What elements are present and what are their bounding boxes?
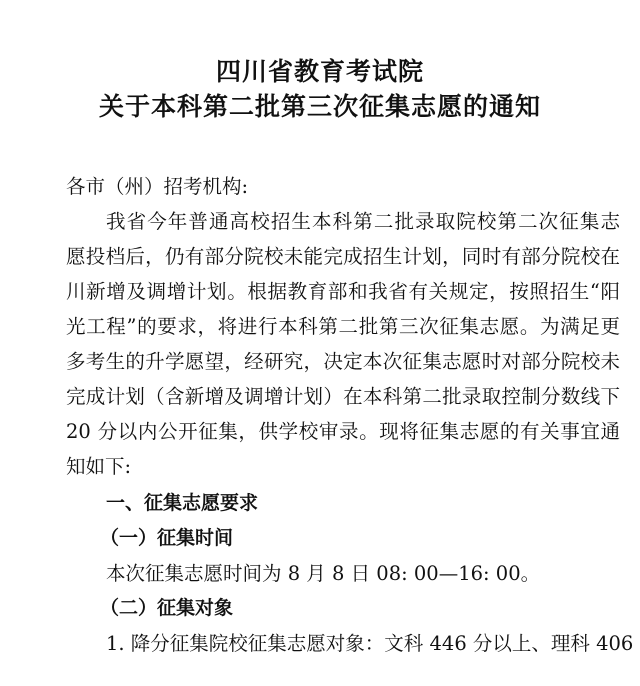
paragraph-line: 我省今年普通高校招生本科第二批录取院校第二次征集志 xyxy=(106,210,620,233)
paragraph-line: 知如下: xyxy=(66,455,132,478)
subsection-text: 1. 降分征集院校征集志愿对象：文科 446 分以上、理科 406 xyxy=(106,632,634,655)
paragraph-line: 光工程”的要求，将进行本科第二批第三次征集志愿。为满足更 xyxy=(66,315,620,338)
document-title-line-1: 四川省教育考试院 xyxy=(215,57,424,86)
paragraph-line: 川新增及调增计划。根据教育部和我省有关规定，按照招生“阳 xyxy=(66,280,620,303)
paragraph-line: 多考生的升学愿望，经研究，决定本次征集志愿时对部分院校未 xyxy=(66,350,620,373)
section-heading: 一、征集志愿要求 xyxy=(106,492,259,514)
subsection-heading: （一）征集时间 xyxy=(100,527,234,549)
paragraph-line: 20 分以内公开征集，供学校审录。现将征集志愿的有关事宜通 xyxy=(66,420,620,443)
paragraph-line: 愿投档后，仍有部分院校未能完成招生计划，同时有部分院校在 xyxy=(66,245,620,268)
salutation: 各市（州）招考机构: xyxy=(66,175,249,198)
subsection-text: 本次征集志愿时间为 8 月 8 日 08: 00—16: 00。 xyxy=(106,562,541,585)
paragraph-line: 完成计划（含新增及调增计划）在本科第二批录取控制分数线下 xyxy=(66,385,620,408)
subsection-heading: （二）征集对象 xyxy=(100,597,234,619)
document-title-line-2: 关于本科第二批第三次征集志愿的通知 xyxy=(98,92,541,121)
